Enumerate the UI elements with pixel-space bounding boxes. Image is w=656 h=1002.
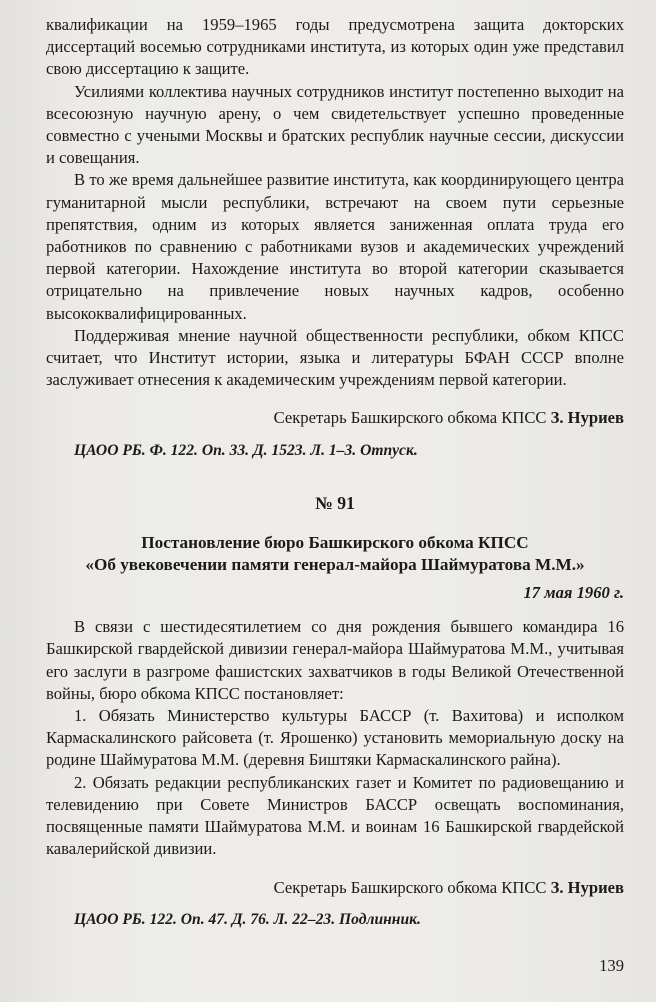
signature-role: Секретарь Башкирского обкома КПСС bbox=[273, 877, 551, 897]
spacer bbox=[46, 861, 624, 873]
signature-line bbox=[46, 407, 624, 429]
signature-name: З. Нуриев bbox=[550, 408, 624, 428]
paragraph-continued: квалификации на 1959–1965 годы предусмотрена защита докторских диссертаций восемью сотрудниками института, из которых один уже представил свою диссертацию к защите. bbox=[46, 15, 624, 79]
paragraph: 2. Обязать редакции республиканских газет и Комитет по радиовещанию и телевидению при Совете Министров БАССР освещать воспоминания, посвященные памяти Шаймуратова М.М. и воинам 16 Башкирской гвардейской кавалерийской дивизии. bbox=[46, 772, 624, 859]
document-number: № 91 bbox=[315, 492, 355, 513]
paragraph: В связи с шестидесятилетием со дня рождения бывшего командира 16 Башкирской гвардейской дивизии генерал-майора Шаймуратова М.М., учитывая его заслуги в разгроме фашистских захватчиков в годы Великой Отечественной войны, бюро обкома КПСС постановляет: bbox=[46, 617, 624, 703]
archive-reference: ЦАОО РБ. 122. Оп. 47. Д. 76. Л. 22–23. Подлинник. bbox=[74, 910, 421, 928]
page-number: 139 bbox=[599, 956, 624, 975]
archive-reference: ЦАОО РБ. Ф. 122. Оп. 33. Д. 1523. Л. 1–3. Отпуск. bbox=[74, 441, 418, 459]
title-line: Постановление бюро Башкирского обкома КПСС bbox=[141, 533, 529, 553]
signature-line bbox=[46, 877, 624, 899]
document-title bbox=[46, 532, 624, 576]
spacer bbox=[46, 391, 624, 403]
signature-name: З. Нуриев bbox=[550, 877, 624, 897]
paragraph: 1. Обязать Министерство культуры БАССР (т. Вахитова) и исполком Кармаскалинского райсовета (т. Ярошенко) установить мемориальную доску на родине Шаймуратова М.М. (деревня Биштяки Кармаскалинского райна). bbox=[46, 706, 624, 770]
title-line: «Об увековечении памяти генерал-майора Шаймуратова М.М.» bbox=[85, 555, 585, 575]
spacer bbox=[46, 604, 624, 616]
text-column bbox=[46, 14, 624, 931]
paragraph: Поддерживая мнение научной общественности республики, обком КПСС считает, что Институт истории, языка и литературы БФАН СССР вполне заслуживает отнесения к академическим учреждениям первой категории. bbox=[46, 325, 624, 390]
signature-role: Секретарь Башкирского обкома КПСС bbox=[273, 408, 551, 428]
paragraph: Усилиями коллектива научных сотрудников институт постепенно выходит на всесоюзную научную арену, о чем свидетельствует успешно проведенные совместно с учеными Москвы и братских республик научные сессии, дискуссии и совещания. bbox=[46, 81, 624, 168]
document-date: 17 мая 1960 г. bbox=[523, 583, 624, 603]
paragraph: В то же время дальнейшее развитие института, как координирующего центра гуманитарной мысли республики, встречают на своем пути серьезные препятствия, одним из которых является заниженная оплата труда его работников по сравнению с работниками вузов и академических учреждений первой категории. Нахождение института во второй категории сказывается отрицательно на привлечение новых научных кадров, особенно высококвалифицированных. bbox=[46, 170, 624, 323]
